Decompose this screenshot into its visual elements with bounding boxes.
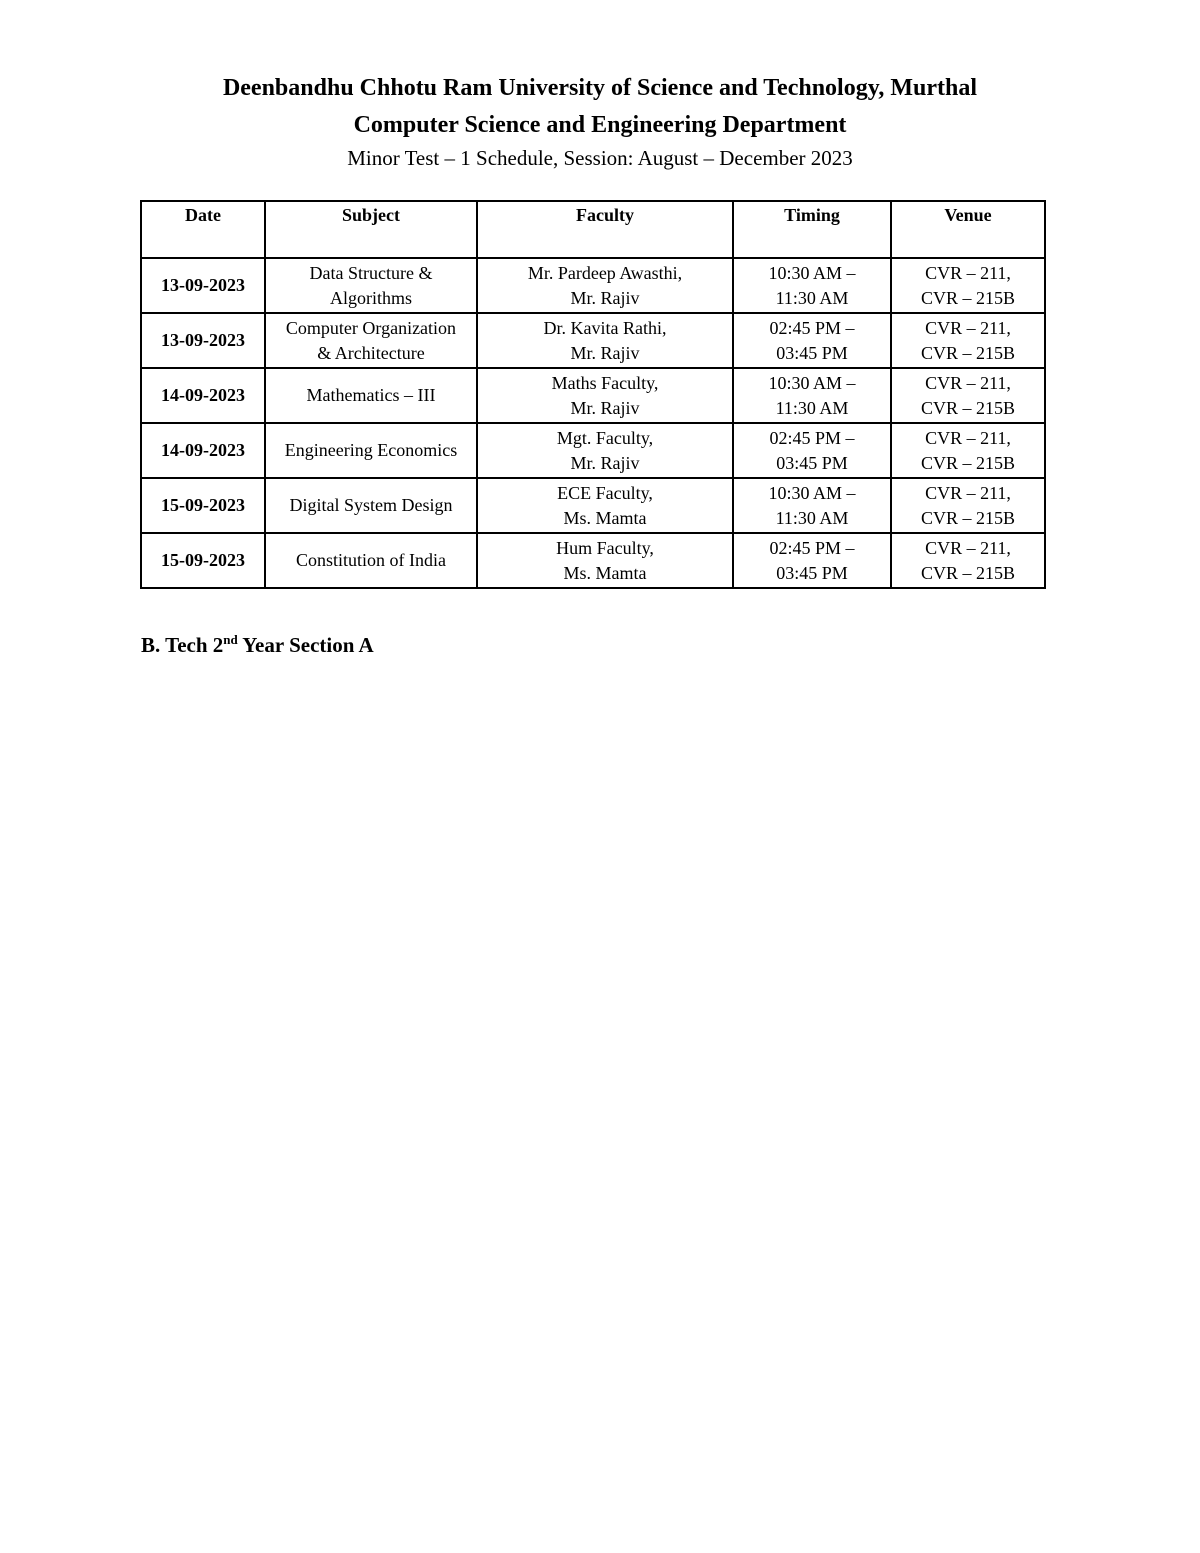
- schedule-table: [140, 200, 1046, 589]
- column-header-subject: Subject: [265, 201, 477, 258]
- faculty-cell: Maths Faculty, Mr. Rajiv: [477, 368, 733, 423]
- venue-cell: CVR – 211, CVR – 215B: [891, 533, 1045, 588]
- venue-cell: CVR – 211, CVR – 215B: [891, 368, 1045, 423]
- schedule-title: Minor Test – 1 Schedule, Session: August – December 2023: [347, 146, 853, 170]
- column-header-venue: Venue: [891, 201, 1045, 258]
- table-header-row: [141, 201, 1045, 258]
- university-title: Deenbandhu Chhotu Ram University of Science and Technology, Murthal: [222, 75, 978, 101]
- faculty-cell: Mr. Pardeep Awasthi, Mr. Rajiv: [477, 258, 733, 313]
- subject-cell: Data Structure & Algorithms: [265, 258, 477, 313]
- table-row: [141, 258, 1045, 313]
- table-row: [141, 533, 1045, 588]
- faculty-cell: ECE Faculty, Ms. Mamta: [477, 478, 733, 533]
- table-row: [141, 368, 1045, 423]
- date-cell: 13-09-2023: [141, 313, 265, 368]
- section-label: B. Tech 2nd Year Section A: [141, 632, 374, 657]
- venue-cell: CVR – 211, CVR – 215B: [891, 478, 1045, 533]
- date-cell: 15-09-2023: [141, 478, 265, 533]
- faculty-cell: Dr. Kavita Rathi, Mr. Rajiv: [477, 313, 733, 368]
- date-cell: 14-09-2023: [141, 423, 265, 478]
- date-cell: 14-09-2023: [141, 368, 265, 423]
- table-row: [141, 423, 1045, 478]
- timing-cell: 02:45 PM – 03:45 PM: [733, 423, 891, 478]
- subject-cell: Constitution of India: [265, 533, 477, 588]
- subject-cell: Digital System Design: [265, 478, 477, 533]
- venue-cell: CVR – 211, CVR – 215B: [891, 313, 1045, 368]
- subject-cell: Computer Organization & Architecture: [265, 313, 477, 368]
- timing-cell: 10:30 AM – 11:30 AM: [733, 258, 891, 313]
- column-header-faculty: Faculty: [477, 201, 733, 258]
- venue-cell: CVR – 211, CVR – 215B: [891, 423, 1045, 478]
- date-cell: 13-09-2023: [141, 258, 265, 313]
- faculty-cell: Mgt. Faculty, Mr. Rajiv: [477, 423, 733, 478]
- table-row: [141, 478, 1045, 533]
- date-cell: 15-09-2023: [141, 533, 265, 588]
- column-header-date: Date: [141, 201, 265, 258]
- timing-cell: 10:30 AM – 11:30 AM: [733, 368, 891, 423]
- department-title: Computer Science and Engineering Department: [353, 112, 847, 138]
- faculty-cell: Hum Faculty, Ms. Mamta: [477, 533, 733, 588]
- timing-cell: 02:45 PM – 03:45 PM: [733, 533, 891, 588]
- timing-cell: 10:30 AM – 11:30 AM: [733, 478, 891, 533]
- subject-cell: Engineering Economics: [265, 423, 477, 478]
- table-row: [141, 313, 1045, 368]
- timing-cell: 02:45 PM – 03:45 PM: [733, 313, 891, 368]
- venue-cell: CVR – 211, CVR – 215B: [891, 258, 1045, 313]
- column-header-timing: Timing: [733, 201, 891, 258]
- subject-cell: Mathematics – III: [265, 368, 477, 423]
